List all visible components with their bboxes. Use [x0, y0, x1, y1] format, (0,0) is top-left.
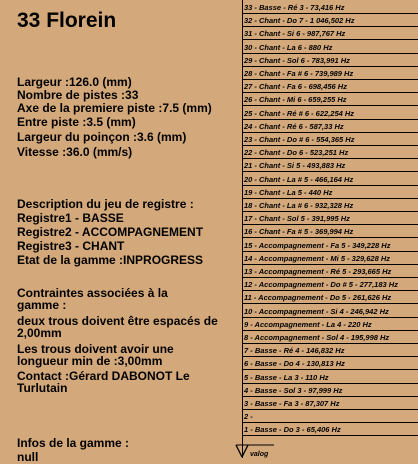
gamme-title: 33 Florein	[17, 9, 117, 32]
track-row: 27 - Chant - Fa 6 - 698,456 Hz	[243, 80, 418, 93]
etat-gamme-text: Etat de la gamme :INPROGRESS	[17, 253, 204, 267]
registre-3-text: Registre3 - CHANT	[17, 239, 125, 253]
track-row: 3 - Basse - Fa 3 - 87,307 Hz	[243, 397, 418, 410]
track-row: 32 - Chant - Do 7 - 1 046,502 Hz	[243, 14, 418, 27]
track-row: 1 - Basse - Do 3 - 65,406 Hz	[243, 423, 418, 436]
registre-1-text: Registre1 - BASSE	[17, 211, 124, 225]
track-row: 7 - Basse - Ré 4 - 146,832 Hz	[243, 344, 418, 357]
track-row: 11 - Accompagnement - Do 5 - 261,626 Hz	[243, 291, 418, 304]
axe-premiere-piste-text: Axe de la premiere piste :7.5 (mm)	[17, 101, 212, 115]
contrainte-longueur-text: Les trous doivent avoir une longueur min de :3,00mm	[17, 342, 174, 368]
track-row: 15 - Accompagnement - Fa 5 - 349,228 Hz	[243, 239, 418, 252]
largeur-poincon-text: Largeur du poinçon :3.6 (mm)	[17, 130, 187, 144]
track-row: 6 - Basse - Do 4 - 130,813 Hz	[243, 357, 418, 370]
infos-heading: Infos de la gamme :	[17, 436, 130, 450]
track-row: 10 - Accompagnement - Si 4 - 246,942 Hz	[243, 305, 418, 318]
track-row: 33 - Basse - Ré 3 - 73,416 Hz	[243, 1, 418, 14]
track-row: 14 - Accompagnement - Mi 5 - 329,628 Hz	[243, 252, 418, 265]
track-row: 5 - Basse - La 3 - 110 Hz	[243, 371, 418, 384]
track-row: 25 - Chant - Ré # 6 - 622,254 Hz	[243, 107, 418, 120]
track-row: 28 - Chant - Fa # 6 - 739,989 Hz	[243, 67, 418, 80]
track-row: 4 - Basse - Sol 3 - 97,999 Hz	[243, 384, 418, 397]
track-row: 8 - Accompagnement - Sol 4 - 195,998 Hz	[243, 331, 418, 344]
track-row: 17 - Chant - Sol 5 - 391,995 Hz	[243, 212, 418, 225]
track-row: 26 - Chant - Mi 6 - 659,255 Hz	[243, 93, 418, 106]
contact-text: Contact :Gérard DABONOT Le Turlutain	[17, 369, 190, 395]
track-row: 19 - Chant - La 5 - 440 Hz	[243, 186, 418, 199]
track-row: 22 - Chant - Do 6 - 523,251 Hz	[243, 146, 418, 159]
track-row: 30 - Chant - La 6 - 880 Hz	[243, 41, 418, 54]
largeur-text: Largeur :126.0 (mm)	[17, 75, 132, 89]
track-row: 29 - Chant - Sol 6 - 783,991 Hz	[243, 54, 418, 67]
track-row: 23 - Chant - Do # 6 - 554,365 Hz	[243, 133, 418, 146]
entre-piste-text: Entre piste :3.5 (mm)	[17, 115, 136, 129]
contrainte-espacement-text: deux trous doivent être espacés de 2,00mm	[17, 314, 218, 340]
nombre-pistes-text: Nombre de pistes :33	[17, 88, 139, 102]
track-row: 31 - Chant - Si 6 - 987,767 Hz	[243, 27, 418, 40]
track-row: 2 -	[243, 410, 418, 423]
registre-heading: Description du jeu de registre :	[17, 197, 194, 211]
track-row: 13 - Accompagnement - Ré 5 - 293,665 Hz	[243, 265, 418, 278]
track-row: 12 - Accompagnement - Do # 5 - 277,183 Hz	[243, 278, 418, 291]
track-row: 18 - Chant - La # 6 - 932,328 Hz	[243, 199, 418, 212]
track-ruler	[242, 0, 418, 458]
infos-value: null	[17, 450, 39, 464]
valog-label: valog	[250, 451, 269, 458]
track-row: 21 - Chant - Si 5 - 493,883 Hz	[243, 159, 418, 172]
track-row: 16 - Chant - Fa # 5 - 369,994 Hz	[243, 225, 418, 238]
registre-2-text: Registre2 - ACCOMPAGNEMENT	[17, 225, 204, 239]
vitesse-text: Vitesse :36.0 (mm/s)	[17, 145, 133, 159]
track-row: 20 - Chant - La # 5 - 466,164 Hz	[243, 173, 418, 186]
contraintes-heading: Contraintes associées à la gamme :	[17, 286, 168, 312]
track-row: 24 - Chant - Ré 6 - 587,33 Hz	[243, 120, 418, 133]
track-row: 9 - Accompagnement - La 4 - 220 Hz	[243, 318, 418, 331]
